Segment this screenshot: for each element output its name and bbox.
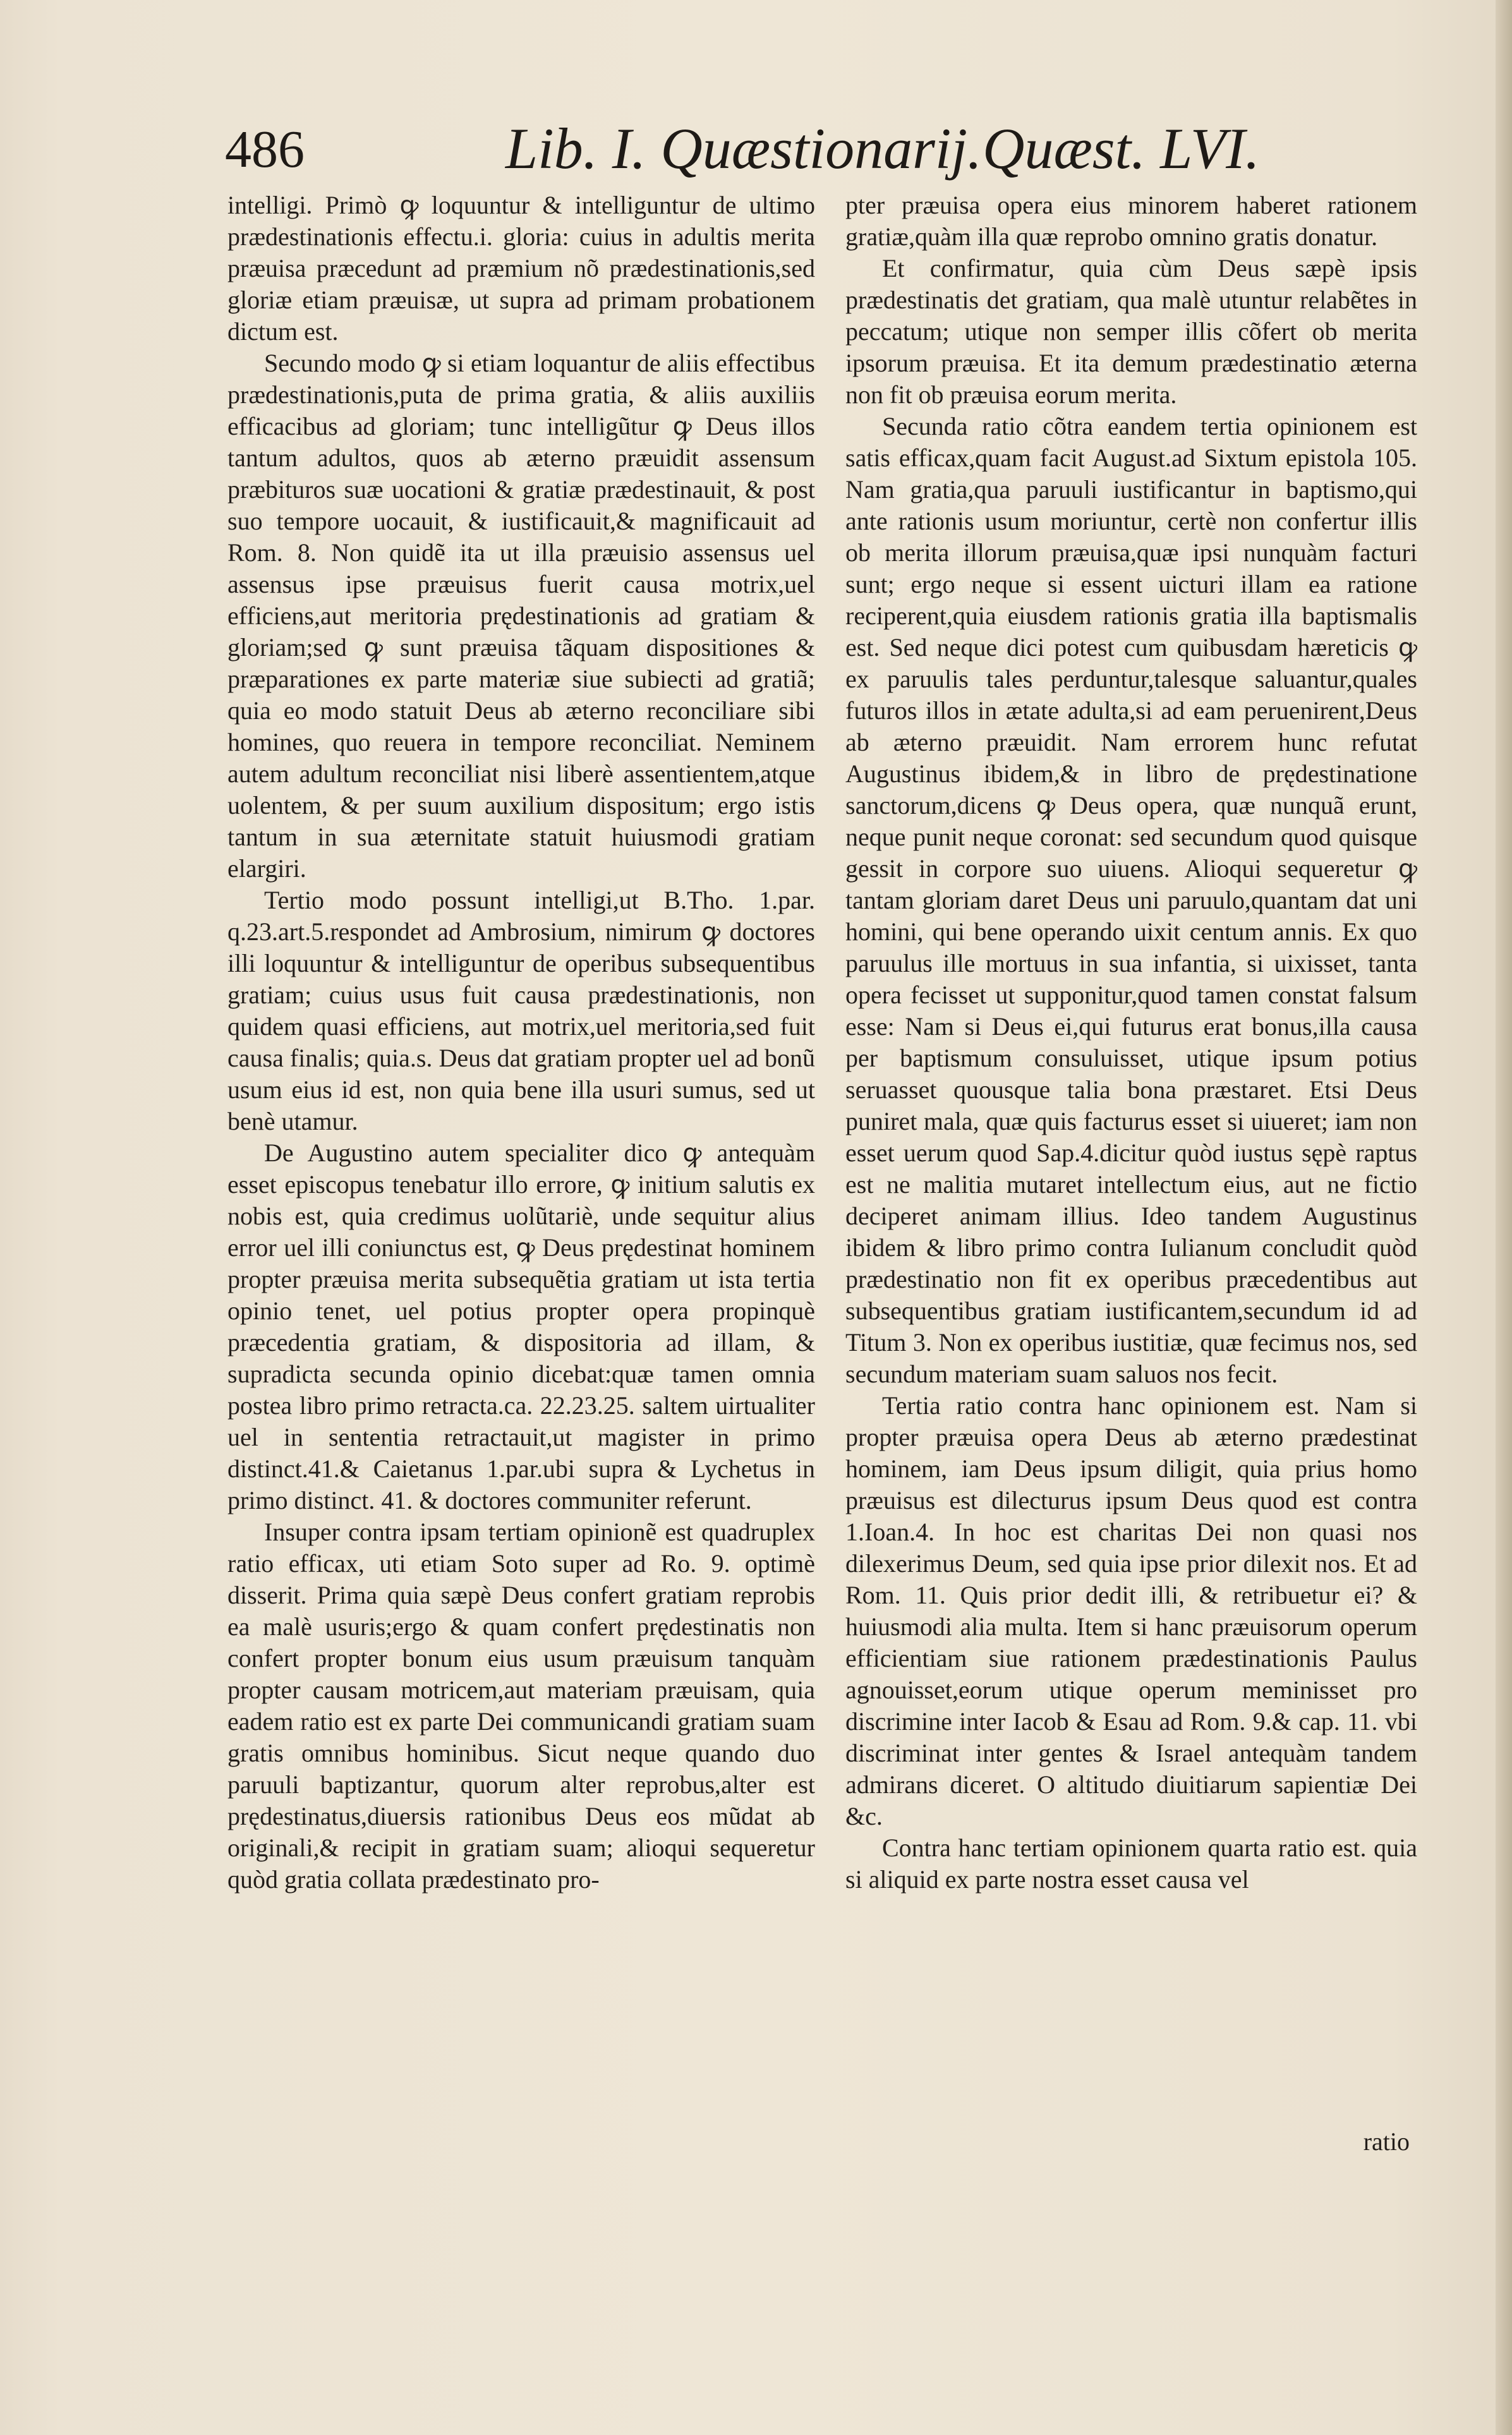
paragraph: Insuper contra ipsam tertiam opinionẽ est quadruplex ratio efficax, uti etiam Soto super ad Ro. 9. optimè disserit. Prima quia sæpè Deus confert gratiam reprobis ea malè usuris;ergo & quam confert prędestinatis non confert propter bonum eius usum præuisum tanquàm propter causam motricem,aut materiam præuisam, quia eadem ratio est ex parte Dei communicandi gratiam suam gratis omnibus hominibus. Sicut neque quando duo paruuli baptizantur, quorum alter reprobus,alter est prędestinatus,diuersis rationibus Deus eos mũdat ab originali,& recipit in gratiam suam; alioqui sequeretur quòd gratia collata prædestinato pro- <box>227 1518 815 1894</box>
paragraph: Et confirmatur, quia cùm Deus sæpè ipsis prædestinatis det gratiam, qua malè utuntur relabẽtes in peccatum; utique non semper illis cõfert ob merita ipsorum præuisa. Et ita demum prædestinatio æterna non fit ob præuisa eorum merita. <box>845 254 1417 409</box>
paragraph: Tertia ratio contra hanc opinionem est. Nam si propter præuisa opera Deus ab æterno prædestinat hominem, iam Deus ipsum diligit, quia prius homo præuisus est dilecturus ipsum Deus quod est contra 1.Ioan.4. In hoc est charitas Dei non quasi nos dilexerimus Deum, sed quia ipse prior dilexit nos. Et ad Rom. 11. Quis prior dedit illi, & retribuetur ei? & huiusmodi alia multa. Item si hanc præuisorum operum efficientiam siue rationem prædestinationis Paulus agnouisset,eorum utique operum meminisset pro discrimine inter Iacob & Esau ad Rom. 9.& cap. 11. vbi discriminat inter gentes & Israel antequàm tandem admirans diceret. O altitudo diuitiarum sapientiæ Dei &c. <box>845 1391 1417 1830</box>
page-edge-shadow <box>1496 0 1512 2435</box>
paragraph: De Augustino autem specialiter dico ꝙ antequàm esset episcopus tenebatur illo errore, ꝙ initium salutis ex nobis est, quia credimus uolũtariè, unde sequitur alius error uel illi coniunctus est, ꝙ Deus prędestinat hominem propter præuisa merita subsequẽtia gratiam ut ista tertia opinio tenet, uel potius propter opera propinquè præcedentia gratiam, & dispositoria ad illam, & supradicta secunda opinio dicebat:quæ tamen omnia postea libro primo retracta.ca. 22.23.25. saltem uirtualiter uel in sententia retractauit,ut magister in primo distinct.41.& Caietanus 1.par.ubi supra & Lychetus in primo distinct. 41. & doctores communiter referunt. <box>227 1139 815 1514</box>
catchword: ratio <box>1363 2127 1410 2156</box>
paragraph: Tertio modo possunt intelligi,ut B.Tho. 1.par. q.23.art.5.respondet ad Ambrosium, nimirum ꝙ doctores illi loquuntur & intelliguntur de operibus subsequentibus gratiam; cuius usus fuit causa prædestinationis, non quidem quasi efficiens, aut motrix,uel meritoria,sed fuit causa finalis; quia.s. Deus dat gratiam propter uel ad bonũ usum eius id est, non quia bene illa usuri sumus, sed ut benè utamur. <box>227 886 815 1135</box>
paragraph: pter præuisa opera eius minorem haberet rationem gratiæ,quàm illa quæ reprobo omnino gratis donatur. <box>845 191 1417 251</box>
left-column <box>227 190 815 1895</box>
right-column <box>845 190 1417 1895</box>
page-number: 486 <box>225 120 305 179</box>
running-head <box>0 106 1512 195</box>
paragraph: Secunda ratio cõtra eandem tertia opinionem est satis efficax,quam facit August.ad Sixtum epistola 105. Nam gratia,qua paruuli iustificantur in baptismo,qui ante rationis usum moriuntur, certè non confertur illis ob merita illorum præuisa,quæ ipsi nunquàm facturi sunt; ergo neque si essent uicturi illam ea ratione reciperent,quia eiusdem rationis gratia illa baptismalis est. Sed neque dici potest cum quibusdam hæreticis ꝙ ex paruulis tales perduntur,talesque saluantur,quales futuros illos in ætate adulta,si ad eam peruenirent,Deus ab æterno præuidit. Nam errorem hunc refutat Augustinus ibidem,& in libro de prędestinatione sanctorum,dicens ꝙ Deus opera, quæ nunquã erunt, neque punit neque coronat: sed secundum quod quisque gessit in corpore suo uiuens. Alioqui sequeretur ꝙ tantam gloriam daret Deus uni paruulo,quantam dat uni homini, qui bene operando uixit centum annis. Ex quo paruulus ille mortuus in sua infantia, si uixisset, tanta opera fecisset ut supponitur,quod tamen constat falsum esse: Nam si Deus ei,qui futurus erat bonus,illa causa per baptismum consuluisset, utique ipsum potius seruasset quousque talia bona præstaret. Etsi Deus puniret mala, quæ quis facturus esset si uiueret; iam non esset uerum quod Sap.4.dicitur quòd iustus sępè raptus est ne malitia mutaret intellectum eius, aut ne fictio deciperet animam illius. Ideo tandem Augustinus ibidem & libro primo contra Iulianum concludit quòd prædestinatio non fit ex operibus præcedentibus aut subsequentibus gratiam iustificantem,secundum id ad Titum 3. Non ex operibus iustitiæ, quæ fecimus nos, sed secundum materiam suam saluos nos fecit. <box>845 412 1417 1388</box>
question-title: Quæst. LVI. <box>983 116 1260 181</box>
paragraph: Secundo modo ꝙ si etiam loquantur de aliis effectibus prædestinationis,puta de prima gratia, & aliis auxiliis efficacibus ad gloriam; tunc intelligũtur ꝙ Deus illos tantum adultos, quos ab æterno præuidit assensum præbituros suæ uocationi & gratiæ prædestinauit, & post suo tempore uocauit, & iustificauit,& magnificauit ad Rom. 8. Non quidẽ ita ut illa præuisio assensus uel assensus ipse præuisus fuerit causa motrix,uel efficiens,aut meritoria prędestinationis ad gratiam & gloriam;sed ꝙ sunt præuisa tãquam dispositiones & præparationes ex parte materiæ siue subiecti ad gratiã; quia eo modo statuit Deus ab æterno reconciliare sibi homines, quo reuera in tempore reconciliat. Neminem autem adultum reconciliat nisi liberè assentientem,atque uolentem, & per suum auxilium dispositum; ergo istis tantum in sua æternitate statuit huiusmodi gratiam elargiri. <box>227 349 815 883</box>
paragraph: intelligi. Primò ꝙ loquuntur & intelliguntur de ultimo prædestinationis effectu.i. gloria: cuius in adultis merita præuisa præcedunt ad præmium nõ prædestinationis,sed gloriæ etiam præuisæ, ut supra ad primam probationem dictum est. <box>227 191 815 346</box>
book-title: Lib. I. Quæstionarij. <box>505 116 983 181</box>
paragraph: Contra hanc tertiam opinionem quarta ratio est. quia si aliquid ex parte nostra esset causa vel <box>845 1834 1417 1894</box>
